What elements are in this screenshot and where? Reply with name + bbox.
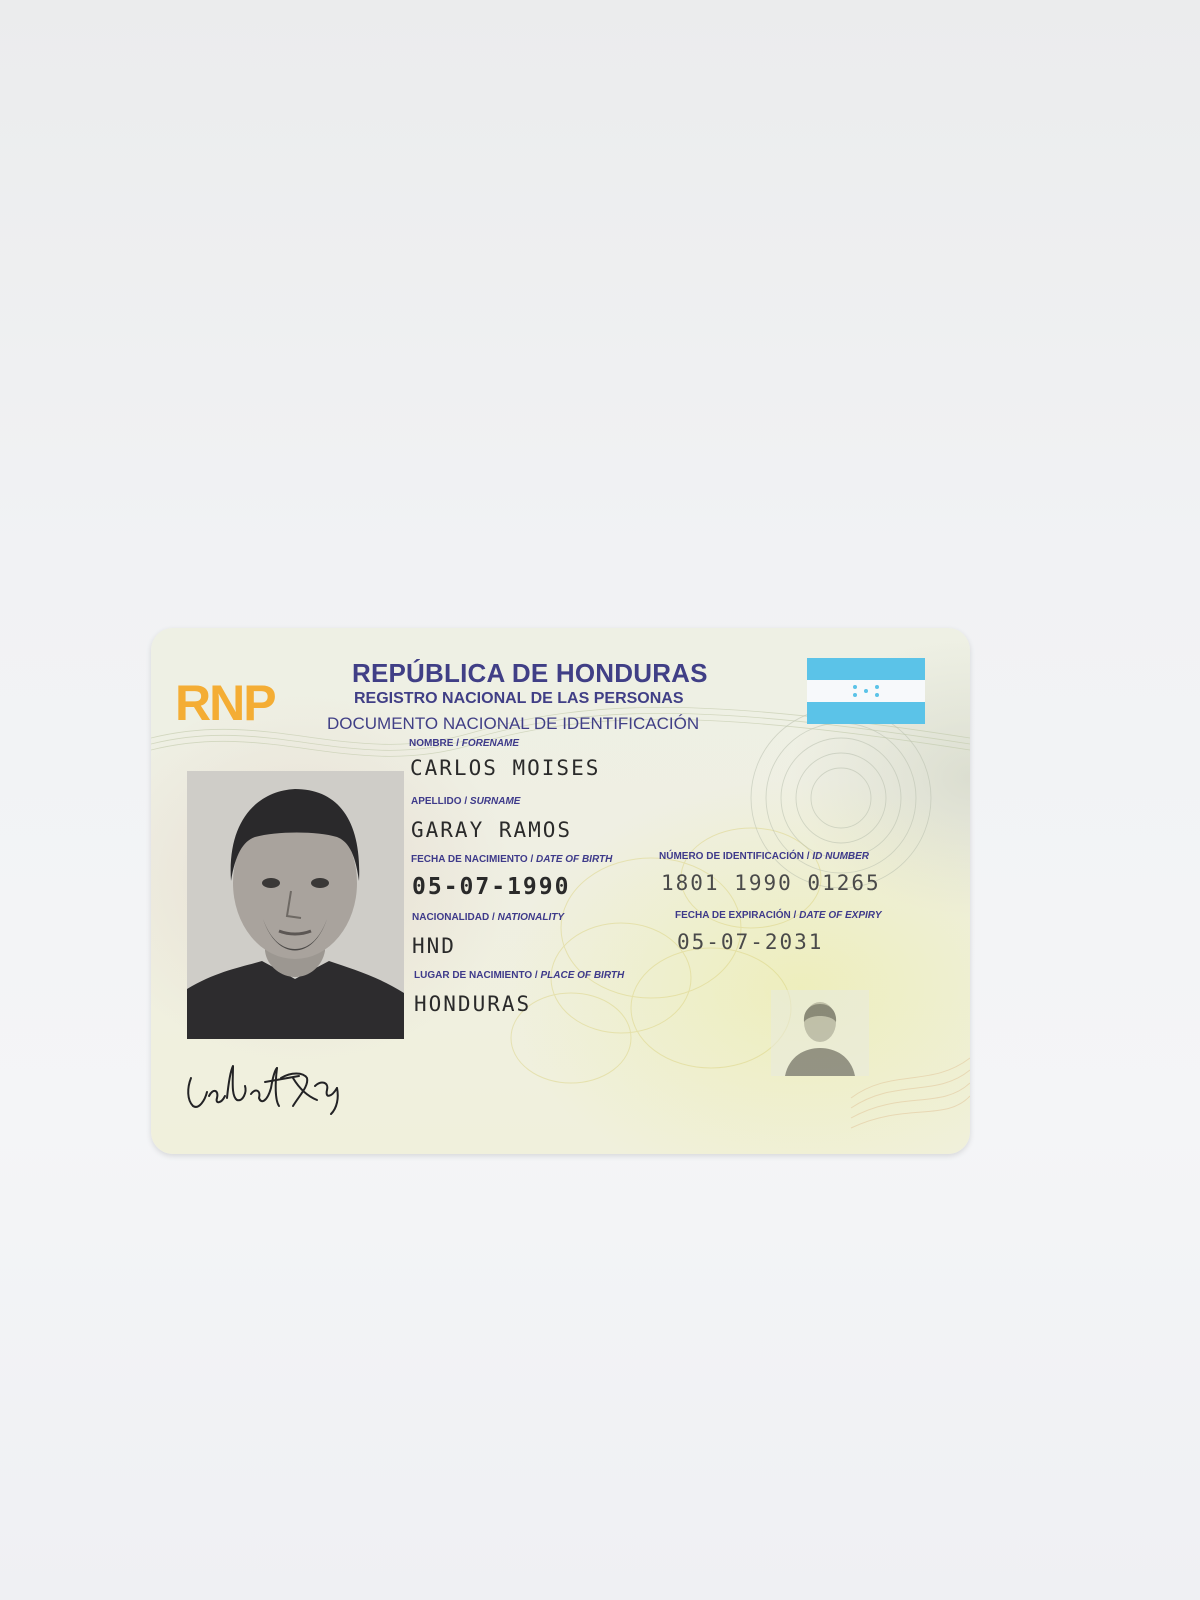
registry-title: REGISTRO NACIONAL DE LAS PERSONAS (354, 690, 684, 707)
id-card (151, 628, 970, 1154)
id-number-label: NÚMERO DE IDENTIFICACIÓN / ID NUMBER (659, 851, 870, 862)
date-of-expiry-label: FECHA DE EXPIRACIÓN / DATE OF EXPIRY (675, 910, 882, 921)
country-title: REPÚBLICA DE HONDURAS (352, 658, 708, 688)
handwritten-signature (181, 1048, 361, 1118)
surname-label: APELLIDO / SURNAME (411, 796, 521, 807)
document-title: DOCUMENTO NACIONAL DE IDENTIFICACIÓN (327, 714, 700, 733)
date-of-expiry-value: 05-07-2031 (677, 930, 824, 954)
id-number-value: 1801 1990 01265 (661, 871, 881, 895)
rnp-logo-text: RNP (175, 675, 275, 731)
forename-value: CARLOS MOISES (410, 756, 601, 780)
honduras-flag-icon (807, 658, 925, 724)
nationality-label: NACIONALIDAD / NATIONALITY (412, 912, 565, 923)
place-of-birth-label: LUGAR DE NACIMIENTO / PLACE OF BIRTH (414, 970, 625, 981)
place-of-birth-value: HONDURAS (414, 992, 532, 1016)
forename-label: NOMBRE / FORENAME (409, 738, 520, 749)
portrait-photo (187, 771, 404, 1039)
ghost-portrait-icon (771, 990, 869, 1076)
date-of-birth-value: 05-07-1990 (412, 874, 571, 900)
nationality-value: HND (412, 934, 456, 958)
rnp-logo (173, 672, 313, 732)
date-of-birth-label: FECHA DE NACIMIENTO / DATE OF BIRTH (411, 854, 613, 865)
surname-value: GARAY RAMOS (411, 818, 573, 842)
